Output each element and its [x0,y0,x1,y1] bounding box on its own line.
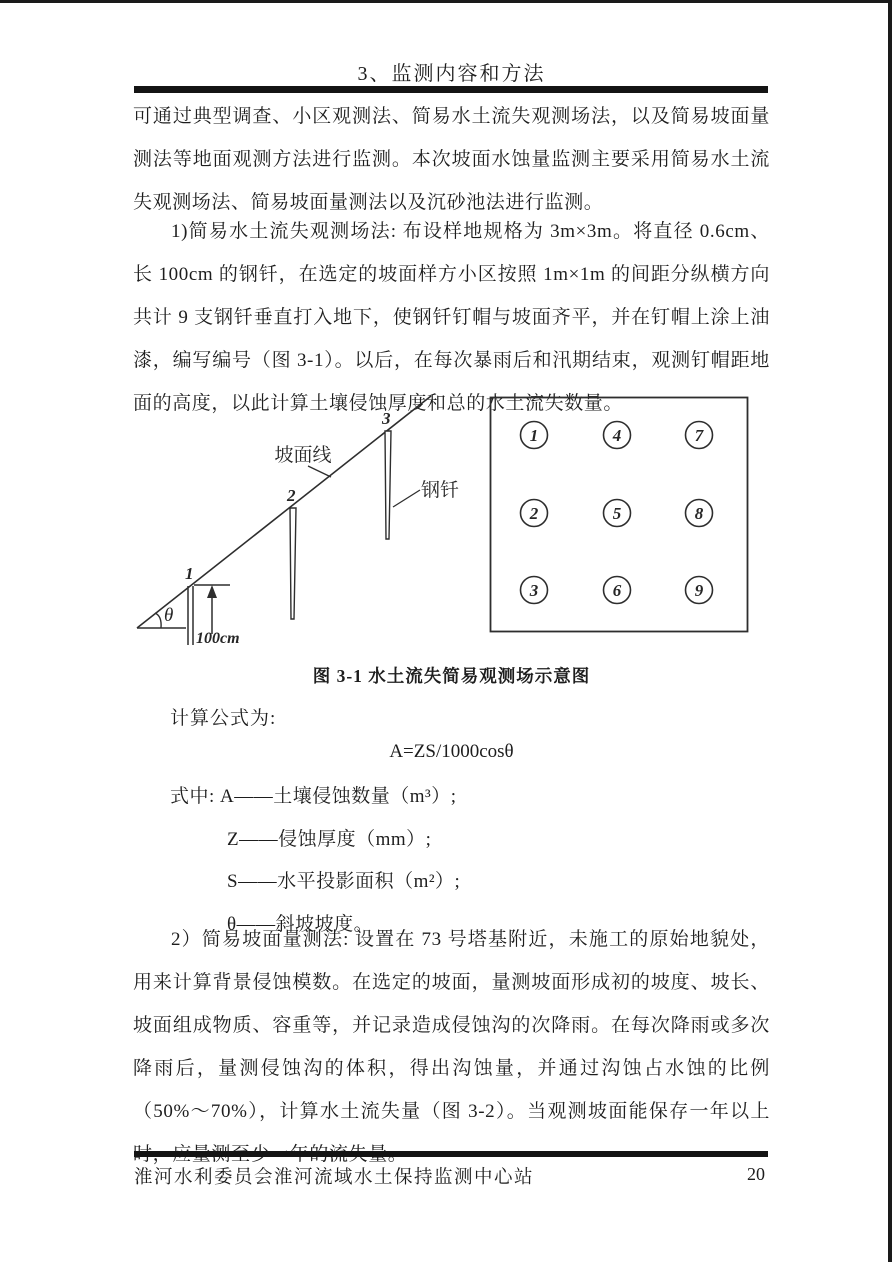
formula-intro: 计算公式为: [170,708,277,729]
grid-pin-6: 6 [612,581,622,600]
definition-line-z: Z——侵蚀厚度（mm）; [227,828,432,850]
definition-line-s: S——水平投影面积（m²）; [227,871,461,892]
grid-pin-5: 5 [612,504,622,523]
definition-line-theta: θ——斜坡坡度。 [227,913,374,935]
formula: A=ZS/1000cosθ [389,741,514,762]
grid-pin-4: 4 [612,426,622,445]
footer-organization: 淮河水利委员会淮河流域水土保持监测中心站 [134,1168,535,1188]
grid-pin-9: 9 [694,581,704,600]
figure-3-1 [130,390,758,658]
paragraph-intro: 可通过典型调查、小区观测法、简易水土流失观测场法，以及简易坡面量测法等地面观测方法进行监测。本次坡面水蚀量监测主要采用简易水土流失观测场法、简易坡面量测法以及沉砂池法进行监测。 [133,106,770,213]
grid-pin-3: 3 [529,581,539,600]
pin-3-label: 3 [382,409,391,428]
erosion-observation-diagram [130,390,758,658]
figure-caption: 图 3-1 水土流失简易观测场示意图 [312,666,591,686]
paragraph-method-1: 1)简易水土流失观测场法: 布设样地规格为 3m×3m。将直径 0.6cm、长 100cm 的钢钎，在选定的坡面样方小区按照 1m×1m 的间距分纵横方向共计 9 支钢钎垂直打入地下，使钢钎钉帽与坡面齐平，并在钉帽上涂上油漆，编写编号（图 3-1）。以后，在每次暴雨后和汛期结束，观测钉帽距地面的高度，以此计算土壤侵蚀厚度和总的水土流失数量。 [133,221,770,414]
grid-pin-2: 2 [529,504,539,523]
slope-diagram [137,396,459,647]
definition-line-a: 式中: A——土壤侵蚀数量（m³）; [170,786,457,807]
grid-pin-8: 8 [694,504,704,523]
pin-grid-diagram [491,398,748,632]
section-header: 3、监测内容和方法 [357,63,546,85]
page-number: 20 [747,1164,765,1184]
pin-length-label: 100cm [196,630,240,647]
steel-pin-label: 钢钎 [420,480,460,501]
footer-double-rule [134,1151,768,1157]
scan-edge-top [0,0,892,3]
pin-1-label: 1 [185,564,194,583]
scan-edge-right [888,0,892,1262]
grid-pin-7: 7 [694,426,704,445]
pin-2-label: 2 [287,486,296,505]
paragraph-method-2: 2）简易坡面量测法: 设置在 73 号塔基附近，未施工的原始地貌处，用来计算背景侵蚀模数。在选定的坡面，量测坡面形成初的坡度、坡长、坡面组成物质、容重等，并记录造成侵蚀沟的次降雨。在每次降雨或多次降雨后，量测侵蚀沟的体积，得出沟蚀量，并通过沟蚀占水蚀的比例（50%～70%），计算水土流失量（图 3-2）。当观测坡面能保存一年以上时，应量测至少一年的流失量。 [133,929,770,1165]
slope-line-label: 坡面线 [274,445,332,466]
grid-pin-1: 1 [529,426,539,445]
header-double-rule [134,86,768,93]
angle-theta-label: θ [164,605,174,626]
